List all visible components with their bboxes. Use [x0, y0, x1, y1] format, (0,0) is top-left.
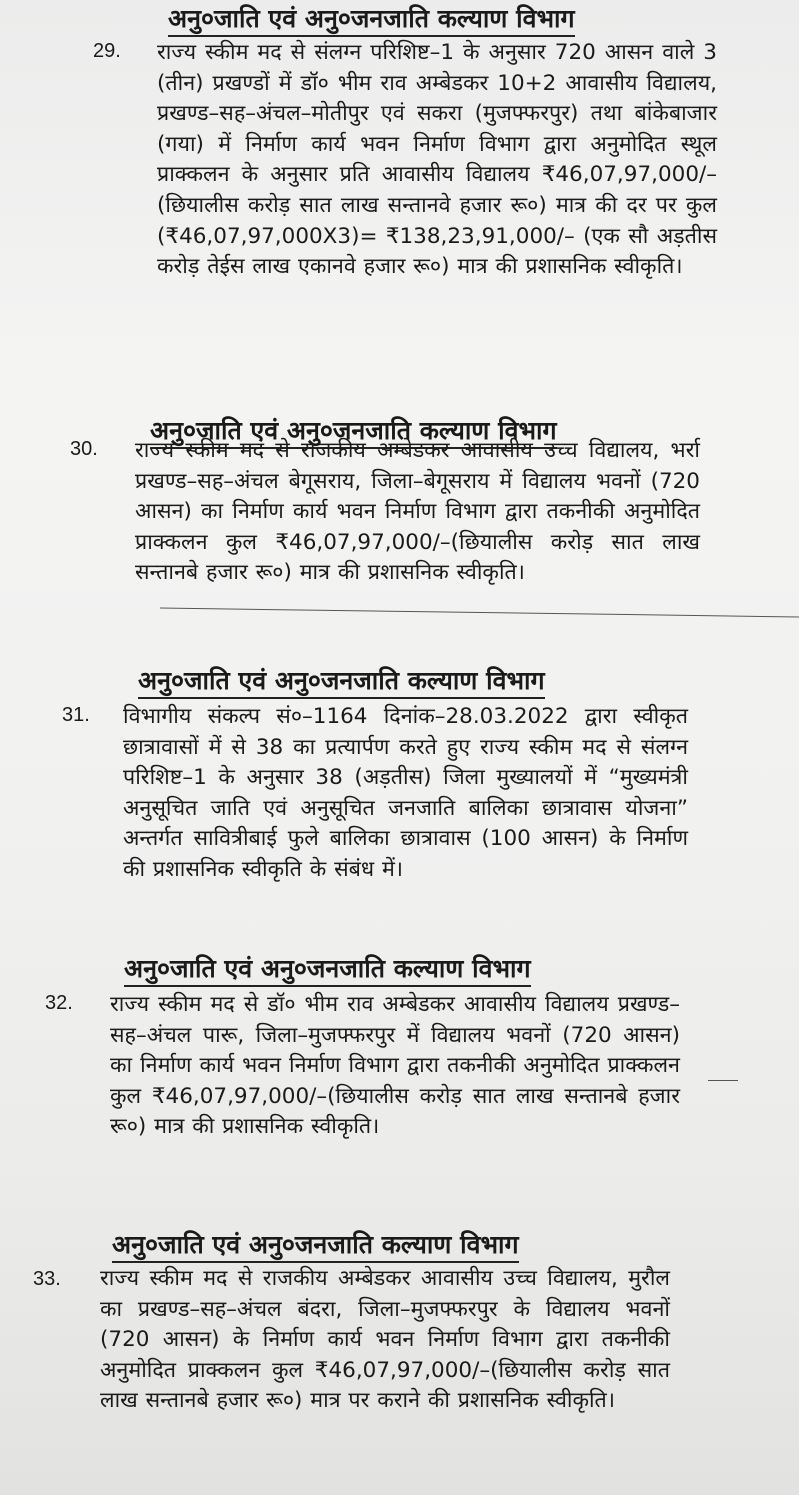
item-text: राज्य स्कीम मद से संलग्न परिशिष्ट–1 के अनुसार 720 आसन वाले 3 (तीन) प्रखण्डों में डॉ० भीम राव अम्बेडकर 10+2 आवासीय विद्यालय, प्रखण्ड–सह–अंचल–मोतीपुर एवं सकरा (मुजफ्फरपुर) तथा बांकेबाजार (गया) में निर्माण कार्य भवन निर्माण विभाग द्वारा अनुमोदित स्थूल प्राक्कलन के अनुसार प्रति आवासीय विद्यालय ₹46,07,97,000/– (छियालीस करोड़ सात लाख सन्तानवे हजार रू०) मात्र की दर पर कुल (₹46,07,97,000X3)= ₹138,23,91,000/– (एक सौ अड़तीस करोड़ तेईस लाख एकानवे हजार रू०) मात्र की प्रशासनिक स्वीकृति।	[157, 40, 717, 280]
department-heading: अनु०जाति एवं अनु०जनजाति कल्याण विभाग	[124, 954, 531, 987]
item-text: राज्य स्कीम मद से राजकीय अम्बेडकर आवासीय उच्च विद्यालय, भर्रा प्रखण्ड–सह–अंचल बेगूसराय, जिला–बेगूसराय में विद्यालय भवनों (720 आसन) का निर्माण कार्य भवन निर्माण विभाग द्वारा तकनीकी अनुमोदित प्राक्कलन कुल ₹46,07,97,000/–(छियालीस करोड़ सात लाख सन्तानबे हजार रू०) मात्र की प्रशासनिक स्वीकृति।	[135, 438, 700, 586]
department-heading: अनु०जाति एवं अनु०जनजाति कल्याण विभाग	[150, 416, 557, 449]
item-number: 30.	[70, 438, 98, 460]
item-text: राज्य स्कीम मद से डॉ० भीम राव अम्बेडकर आवासीय विद्यालय प्रखण्ड–सह–अंचल पारू, जिला–मुजफ्फरपुर में विद्यालय भवनों (720 आसन) का निर्माण कार्य भवन निर्माण विभाग द्वारा तकनीकी अनुमोदित प्राक्कलन कुल ₹46,07,97,000/–(छियालीस करोड़ सात लाख सन्तानबे हजार रू०) मात्र की प्रशासनिक स्वीकृति।	[110, 992, 680, 1140]
department-heading: अनु०जाति एवं अनु०जनजाति कल्याण विभाग	[168, 4, 575, 37]
item-text: विभागीय संकल्प सं०–1164 दिनांक–28.03.2022 द्वारा स्वीकृत छात्रावासों में से 38 का प्रत्यार्पण करते हुए राज्य स्कीम मद से संलग्न परिशिष्ट–1 के अनुसार 38 (अड़तीस) जिला मुख्यालयों में “मुख्यमंत्री अनुसूचित जाति एवं अनुसूचित जनजाति बालिका छात्रावास योजना” अन्तर्गत सावित्रीबाई फुले बालिका छात्रावास (100 आसन) के निर्माण की प्रशासनिक स्वीकृति के संबंध में।	[123, 704, 688, 882]
item-number: 31.	[62, 704, 90, 726]
item-number: 32.	[45, 992, 73, 1014]
department-heading: अनु०जाति एवं अनु०जनजाति कल्याण विभाग	[112, 1230, 519, 1263]
department-heading: अनु०जाति एवं अनु०जनजाति कल्याण विभाग	[138, 666, 545, 699]
item-text: राज्य स्कीम मद से राजकीय अम्बेडकर आवासीय उच्च विद्यालय, मुरौल का प्रखण्ड–सह–अंचल बंदरा, जिला–मुजफ्फरपुर के विद्यालय भवनों (720 आसन) के निर्माण कार्य भवन निर्माण विभाग द्वारा तकनीकी अनुमोदित प्राक्कलन कुल ₹46,07,97,000/–(छियालीस करोड़ सात लाख सन्तानबे हजार रू०) मात्र पर कराने की प्रशासनिक स्वीकृति।	[100, 1266, 670, 1414]
item-number: 33.	[33, 1268, 61, 1290]
item-number: 29.	[93, 40, 121, 62]
pen-mark-line	[708, 1080, 738, 1081]
pen-mark-line	[160, 608, 799, 618]
